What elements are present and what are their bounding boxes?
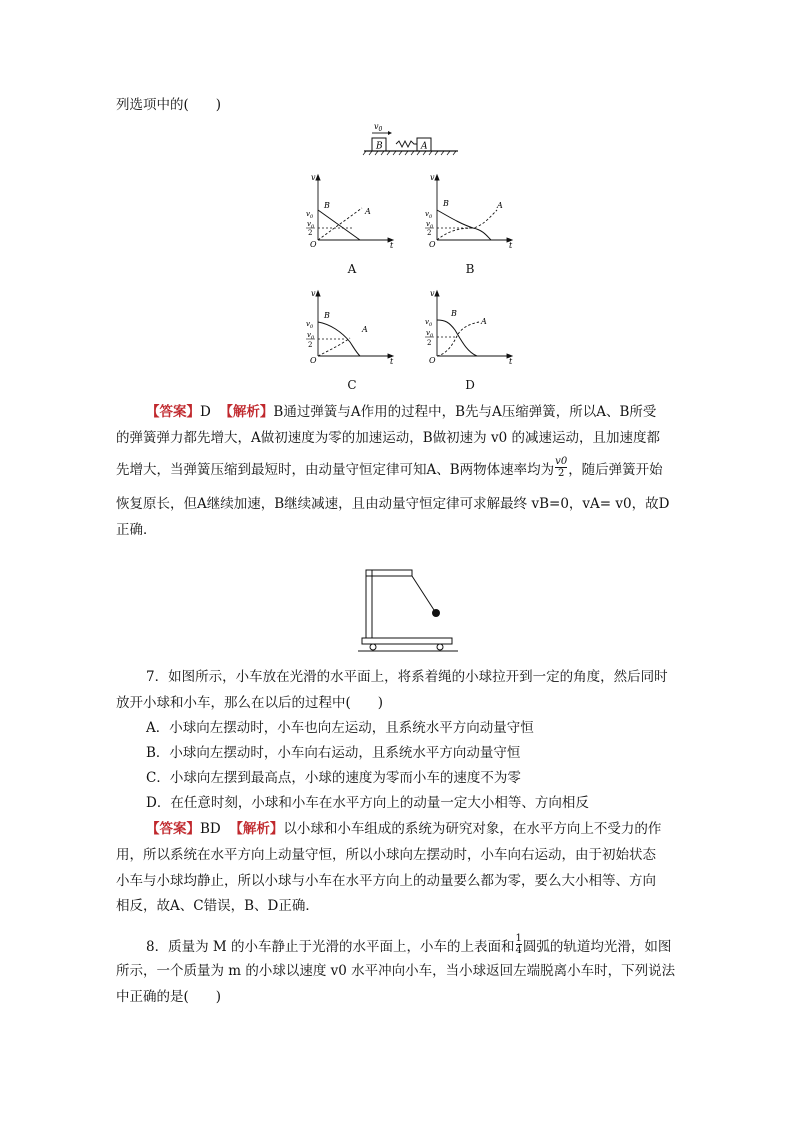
svg-text:v0: $v_0$: [425, 318, 433, 328]
svg-text:v: v: [430, 173, 435, 182]
svg-text:B: B: [443, 199, 449, 208]
svg-text:t: t: [390, 357, 394, 366]
answer-tag: 【答案】: [146, 404, 200, 420]
spring: [396, 141, 417, 147]
q7-stem-0: 7．如图所示，小车放在光滑的水平面上，将系着绳的小球拉开到一定的角度，然后同时: [146, 669, 668, 685]
q7-answer: BD: [200, 821, 221, 837]
block-b-label: B: [376, 141, 383, 152]
q8-stem-2: 所示，一个质量为 m 的小球以速度 v0 水平冲向小车，当小球返回左端脱离小车时，下列说法: [116, 963, 676, 979]
q7-option-a: A．小球向左摆动时，小车也向左运动，且系统水平方向动量守恒: [146, 720, 534, 736]
pendulum-ball: [432, 609, 440, 617]
svg-text:A: A: [497, 201, 503, 210]
svg-text:v0: $v_0$: [426, 220, 434, 230]
q6-answer: D: [200, 404, 211, 420]
analysis-tag: 【解析】: [219, 404, 274, 420]
svg-text:v0: $v_0$: [426, 329, 434, 339]
svg-text:2: 2: [308, 341, 313, 349]
cart-pendulum-figure: [358, 566, 458, 656]
svg-text:O: O: [310, 240, 317, 249]
svg-text:v0: $v_0$: [307, 220, 315, 230]
svg-text:O: O: [429, 240, 436, 249]
analysis-tag: 【解析】: [229, 821, 284, 837]
q8-number: 8．: [146, 939, 169, 955]
svg-text:t: t: [390, 241, 394, 250]
svg-text:v: v: [311, 289, 316, 298]
graph-d: [421, 288, 521, 368]
q8-stem-0: 8．质量为 M 的小车静止于光滑的水平面上，小车的上表面和 $\frac{1}{4}$ 圆弧的轨道均光滑，如图: [146, 933, 672, 956]
q6-setup-figure: [362, 120, 462, 158]
panel-label-b: B: [465, 262, 475, 276]
q7-option-d: D．在任意时刻，小球和小车在水平方向上的动量一定大小相等、方向相反: [146, 795, 589, 811]
panel-label-d: D: [465, 378, 475, 392]
q6-stem-tail: 列选项中的( ): [116, 97, 222, 113]
svg-text:A: A: [365, 207, 371, 216]
q6-analysis-0: B通过弹簧与A作用的过程中，B先与A压缩弹簧，所以A、B所受: [273, 404, 657, 420]
cart-body: [362, 638, 452, 644]
pendulum-string: [412, 576, 434, 610]
q7-analysis-2: 小车与小球均静止，所以小球与小车在水平方向上的动量要么都为零，要么大小相等、方向: [116, 873, 656, 889]
block-a-label: A: [421, 141, 428, 152]
q7-analysis-3: 相反，故A、C错误，B、D正确．: [116, 898, 319, 914]
svg-text:A: A: [362, 325, 368, 334]
svg-text:2: 2: [308, 229, 313, 237]
q8-stem-3: 中正确的是( ): [116, 989, 222, 1005]
svg-text:A: A: [481, 317, 487, 326]
q7-answer-line: [146, 820, 661, 838]
q6-analysis-2-line: [116, 456, 663, 482]
q7-option-b: B．小球向左摆动时，小车向右运动，且系统水平方向动量守恒: [146, 745, 521, 761]
svg-text:v0: $v_0$: [425, 210, 433, 220]
graph-b: [421, 172, 521, 252]
svg-text:B: B: [324, 311, 330, 320]
q7-analysis-0: 以小球和小车组成的系统为研究对象，在水平方向上不受力的作: [283, 821, 662, 837]
q6-analysis-4: 恢复原长，但A继续加速，B继续减速，且由动量守恒定律可求解最终 vB=0，vA= v0，故D: [116, 496, 670, 512]
fraction-one-quarter: $\frac{1}{4}$: [515, 933, 522, 956]
svg-text:B: B: [324, 201, 330, 210]
q7-stem-1: 放开小球和小车，那么在以后的过程中( ): [116, 695, 384, 711]
svg-text:O: O: [429, 356, 436, 365]
fraction-v0-over-2: $\frac{v0}{2}$: [555, 456, 568, 479]
svg-text:2: 2: [427, 339, 432, 347]
cart-wheel-left: [370, 644, 376, 650]
svg-text:v0: $v_0$: [306, 210, 314, 220]
svg-text:2: 2: [427, 229, 432, 237]
cart-post: [366, 570, 372, 638]
svg-text:v: v: [311, 173, 316, 182]
q6-analysis-2: 先增大，当弹簧压缩到最短时，由动量守恒定律可知A、B两物体速率均为: [116, 462, 555, 478]
answer-tag: 【答案】: [146, 821, 200, 837]
svg-text:v0: $v_0$: [307, 331, 315, 341]
q6-analysis-5: 正确．: [116, 522, 157, 538]
q6-answer-line: [146, 403, 656, 421]
v0-label: $v_0$: [374, 122, 383, 133]
cart-wheel-right: [437, 644, 443, 650]
svg-text:B: B: [451, 309, 457, 318]
svg-text:v: v: [430, 289, 435, 298]
q6-analysis-3: ，随后弹簧开始: [568, 462, 663, 478]
q7-number: 7．: [146, 669, 169, 685]
q6-analysis-1: 的弹簧弹力都先增大，A做初速度为零的加速运动，B做初速为 v0 的减速运动，且加速度都: [116, 430, 660, 446]
graph-a: [302, 172, 402, 252]
svg-text:t: t: [509, 241, 513, 250]
q7-analysis-1: 用，所以系统在水平方向上动量守恒，所以小球向左摆动时，小车向右运动，由于初始状态: [116, 847, 656, 863]
svg-text:t: t: [509, 357, 513, 366]
panel-label-c: C: [347, 378, 357, 392]
q7-option-c: C．小球向左摆到最高点，小球的速度为零而小车的速度不为零: [146, 770, 521, 786]
cart-arm: [366, 570, 412, 576]
graph-c: [302, 288, 402, 368]
svg-text:v0: $v_0$: [306, 320, 314, 330]
panel-label-a: A: [347, 262, 357, 276]
svg-text:O: O: [310, 356, 317, 365]
